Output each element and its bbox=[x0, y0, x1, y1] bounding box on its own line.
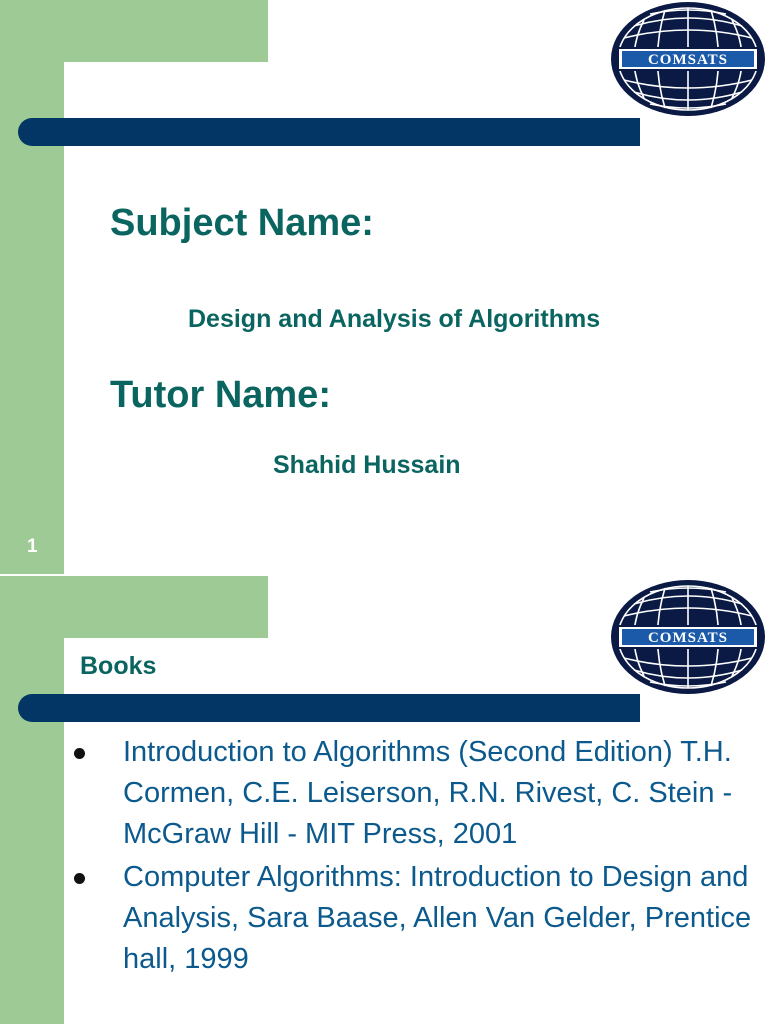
green-header-block bbox=[0, 576, 268, 638]
rounded-corner bbox=[64, 62, 104, 102]
list-item bbox=[70, 857, 760, 980]
comsats-logo bbox=[610, 578, 766, 696]
green-sidebar bbox=[0, 0, 64, 574]
book-entry: Introduction to Algorithms (Second Edition) T.H. Cormen, C.E. Leiserson, R.N. Rivest, C. Stein - McGraw Hill - MIT Press, 2001 bbox=[123, 736, 733, 850]
tutor-heading: Tutor Name: bbox=[110, 374, 331, 416]
subject-value: Design and Analysis of Algorithms bbox=[188, 305, 601, 333]
green-header-block bbox=[0, 0, 268, 62]
subject-heading: Subject Name: bbox=[110, 202, 374, 244]
book-entry: Computer Algorithms: Introduction to Design and Analysis, Sara Baase, Allen Van Gelder, Prentice hall, 1999 bbox=[123, 861, 752, 975]
tutor-value: Shahid Hussain bbox=[273, 451, 461, 479]
bullet-dot-icon bbox=[74, 748, 85, 759]
slide-number: 1 bbox=[27, 536, 38, 557]
logo-text: COMSATS bbox=[647, 630, 729, 646]
logo-text: COMSATS bbox=[647, 52, 729, 68]
bullet-dot-icon bbox=[74, 873, 85, 884]
navy-divider-bar bbox=[18, 118, 640, 146]
books-list bbox=[70, 732, 760, 982]
books-title: Books bbox=[80, 652, 157, 680]
green-sidebar bbox=[0, 576, 64, 1024]
books-slide bbox=[0, 576, 768, 1024]
comsats-logo bbox=[610, 0, 766, 118]
navy-divider-bar bbox=[18, 694, 640, 722]
list-item bbox=[70, 732, 760, 855]
